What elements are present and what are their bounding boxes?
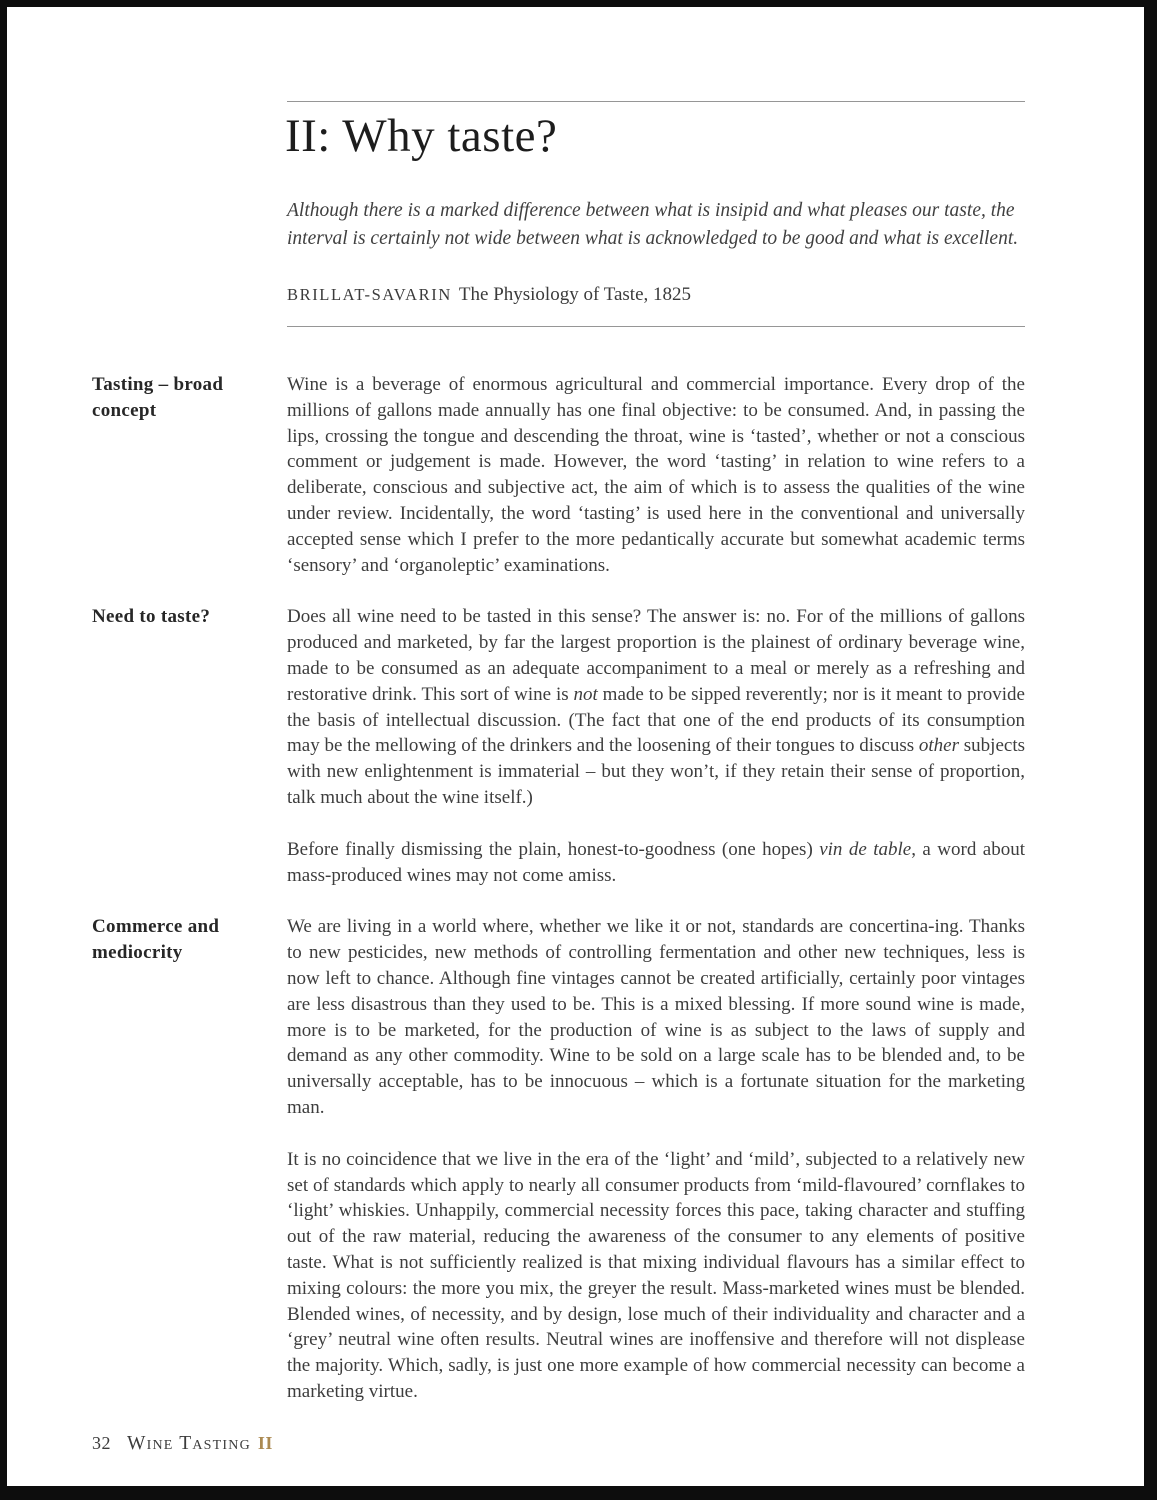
section-body — [287, 372, 1025, 604]
section-tasting-broad-concept — [92, 372, 1025, 604]
footer-book-title: Wine Tasting — [127, 1433, 251, 1454]
section-need-to-taste — [92, 604, 1025, 914]
page-footer — [92, 1433, 273, 1455]
attribution-author: BRILLAT-SAVARIN — [287, 285, 452, 304]
section-heading: Need to taste? — [92, 606, 211, 628]
footer-chapter-numeral: II — [257, 1433, 273, 1453]
epigraph-attribution — [287, 284, 691, 306]
body-paragraph: Does all wine need to be tasted in this sense? The answer is: no. For of the millions of gallons produced and marketed, by far the largest proportion is the plainest of ordinary beverage wine, made to be consumed as an adequate accompaniment to a meal or merely as a refreshing and restorative drink. This sort of wine is not made to be sipped reverently; nor is it meant to provide the basis of intellectual discussion. (The fact that one of the end products of its consumption may be the mellowing of the drinkers and the loosening of their tongues to discuss other subjects with new enlightenment is immaterial – but they won’t, if they retain their sense of proportion, talk much about the wine itself.) — [287, 606, 1025, 808]
footer-page-number: 32 — [92, 1433, 111, 1453]
body-paragraph: It is no coincidence that we live in the era of the ‘light’ and ‘mild’, subjected to a relatively new set of standards which apply to nearly all consumer products from ‘mild-flavoured’ cornflakes to ‘light’ whiskies. Unhappily, commercial necessity forces this pace, taking character and stuffing out of the raw material, reducing the awareness of the consumer to any elements of positive taste. What is not sufficiently realized is that mixing individual flavours has a similar effect to mixing colours: the more you mix, the greyer the result. Mass-marketed wines must be blended. Blended wines, of necessity, and by design, lose much of their individuality and character and a ‘grey’ neutral wine often results. Neutral wines are inoffensive and therefore will not displease the majority. Which, sadly, is just one more example of how commercial necessity can become a marketing virtue. — [287, 1148, 1025, 1402]
body-paragraph: Wine is a beverage of enormous agricultural and commercial importance. Every drop of the millions of gallons made annually has one final objective: to be consumed. And, in passing the lips, crossing the tongue and descending the throat, wine is ‘tasted’, whether or not a conscious comment or judgement is made. However, the word ‘tasting’ in relation to wine refers to a deliberate, conscious and subjective act, the aim of which is to assess the qualities of the wine under review. Incidentally, the word ‘tasting’ is used here in the conventional and universally accepted sense which I prefer to the more pedantically accurate but somewhat academic terms ‘sensory’ and ‘organoleptic’ examinations. — [287, 374, 1025, 576]
section-heading: Commerce and mediocrity — [92, 916, 220, 964]
section-heading: Tasting – broad concept — [92, 374, 224, 421]
header-divider — [287, 326, 1025, 327]
section-body — [287, 914, 1025, 1430]
book-page — [7, 7, 1144, 1486]
emphasized-text: other — [918, 735, 960, 757]
section-commerce-and-mediocrity — [92, 914, 1025, 1430]
top-divider — [287, 101, 1025, 102]
main-text-area — [92, 372, 1025, 1431]
attribution-work: The Physiology of Taste, 1825 — [458, 284, 692, 305]
chapter-title: II: Why taste? — [285, 110, 558, 162]
epigraph-quote: Although there is a marked difference between what is insipid and what pleases our taste, the interval is certainly not wide between what is acknowledged to be good and what is excellent. — [287, 200, 1019, 249]
body-paragraph: Before finally dismissing the plain, honest-to-goodness (one hopes) vin de table, a word about mass-produced wines may not come amiss. — [287, 838, 1025, 886]
section-body — [287, 604, 1025, 914]
emphasized-text: vin de table — [819, 838, 912, 860]
body-paragraph: We are living in a world where, whether we like it or not, standards are concertina-ing. Thanks to new pesticides, new methods of controlling fermentation and other new techniques, less is now left to chance. Although fine vintages cannot be created artificially, certainly poor vintages are less disastrous than they used to be. This is a mixed blessing. If more sound wine is made, more is to be marketed, for the production of wine is as subject to the laws of supply and demand as any other commodity. Wine to be sold on a large scale has to be blended and, to be universally acceptable, has to be innocuous – which is a fortunate situation for the marketing man. — [287, 916, 1025, 1118]
emphasized-text: not — [573, 683, 598, 705]
